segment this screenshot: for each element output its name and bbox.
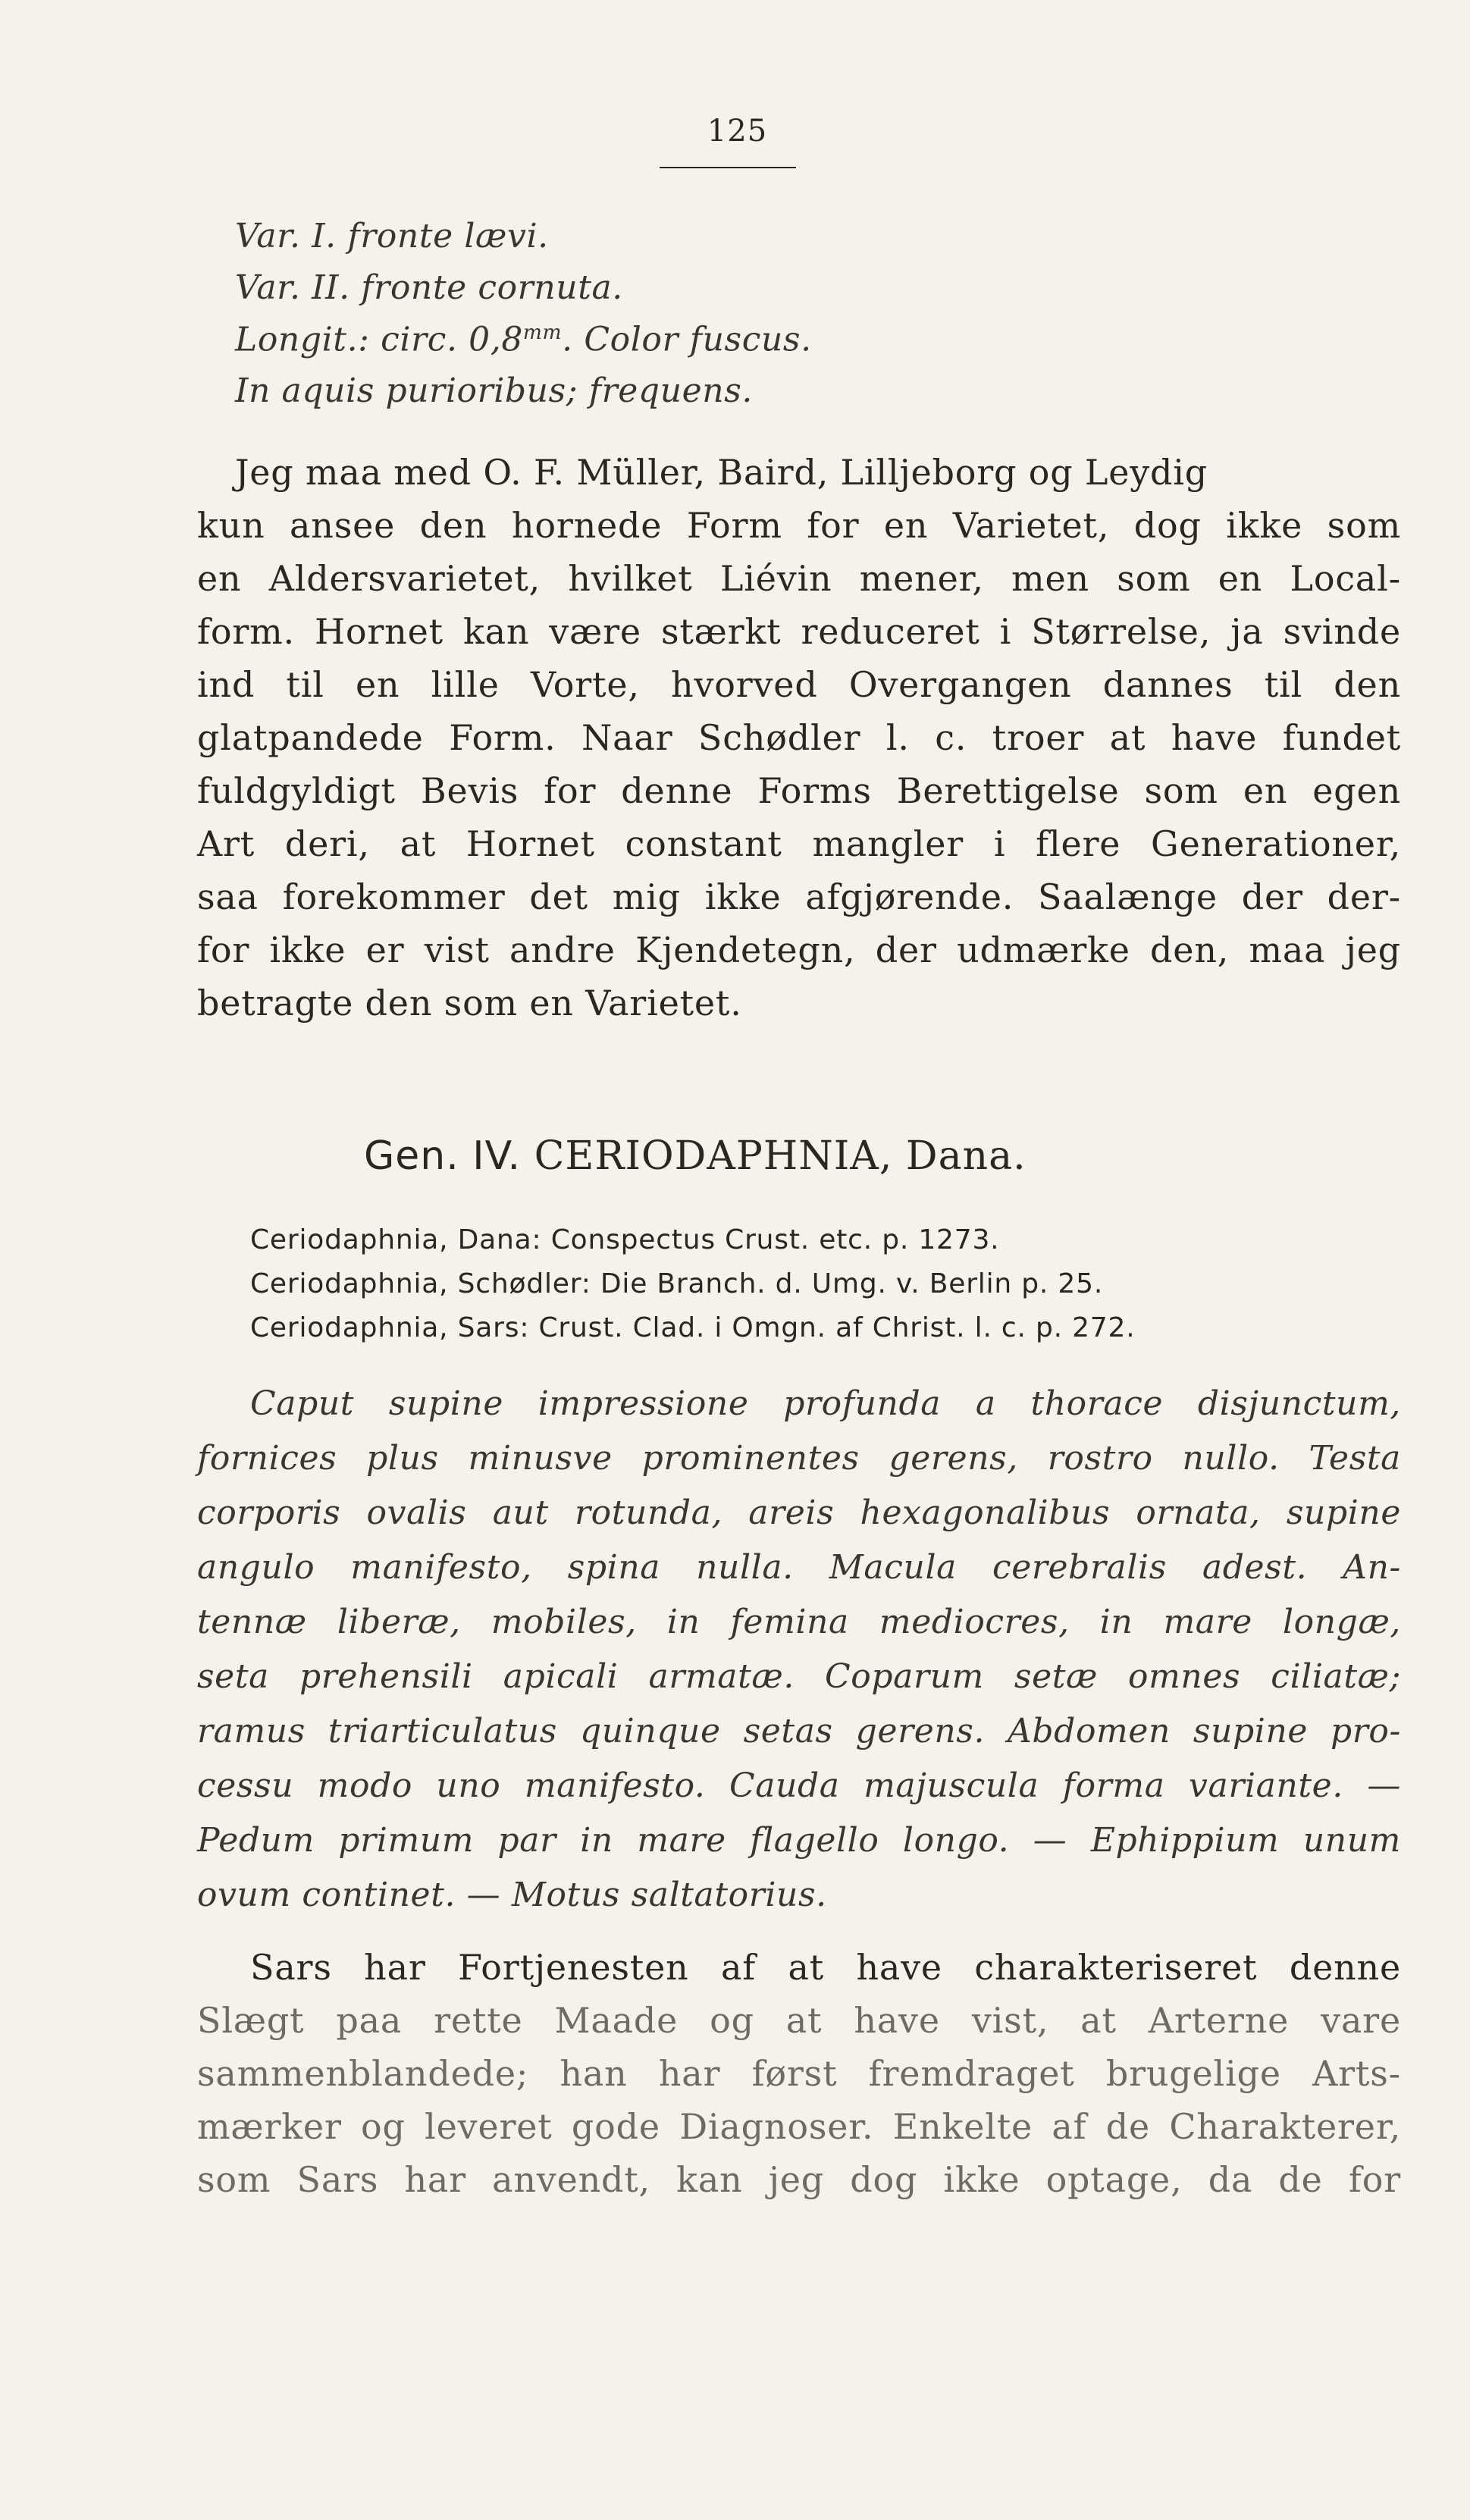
color-text: fuscus. xyxy=(689,320,812,359)
paragraph1-line-11: betragte den som en Varietet. xyxy=(197,983,742,1023)
longitude-text: circ. 0,8 xyxy=(381,320,523,359)
synonym-line-2: Ceriodaphnia, Schødler: Die Branch. d. Umg. v. Berlin p. 25. xyxy=(250,1268,1104,1299)
diagnosis-line-8: cessu modo uno manifesto. Cauda majuscula forma variante. — xyxy=(197,1766,1401,1805)
paragraph2-line-2: Slægt paa rette Maade og at have vist, at Arterne vare xyxy=(197,2000,1401,2041)
paragraph2-line-1: Sars har Fortjenesten af at have charakteriseret denne xyxy=(250,1947,1401,1988)
paragraph1-line-2: kun ansee den hornede Form for en Varietet, dog ikke som xyxy=(197,505,1401,546)
longitude-unit: mm xyxy=(522,321,563,344)
page-number-rule xyxy=(660,167,796,168)
diagnosis-line-6: seta prehensili apicali armatæ. Coparum setæ omnes ciliatæ; xyxy=(197,1657,1401,1696)
paragraph2-line-4: mærker og leveret gode Diagnoser. Enkelte af de Charakterer, xyxy=(197,2106,1401,2147)
variant-1-line xyxy=(235,217,549,255)
paragraph1-line-8: Art deri, at Hornet constant mangler i flere Generationer, xyxy=(197,823,1401,864)
paragraph2-line-3: sammenblandede; han har først fremdraget brugelige Arts- xyxy=(197,2053,1401,2094)
diagnosis-line-2: fornices plus minusve prominentes gerens, rostro nullo. Testa xyxy=(197,1439,1401,1478)
synonym-line-3: Ceriodaphnia, Sars: Crust. Clad. i Omgn. af Christ. l. c. p. 272. xyxy=(250,1312,1136,1343)
variant-2-label: Var. II. xyxy=(235,268,350,307)
variant-2-line xyxy=(235,268,623,307)
paragraph1-line-3: en Aldersvarietet, hvilket Liévin mener, men som en Local- xyxy=(197,558,1401,599)
paragraph2-line-5: som Sars har anvendt, kan jeg dog ikke optage, da de for xyxy=(197,2159,1401,2200)
variant-2-text: fronte cornuta. xyxy=(361,268,623,307)
paragraph1-line-6: glatpandede Form. Naar Schødler l. c. troer at have fundet xyxy=(197,717,1401,758)
genus-number: Gen. IV. xyxy=(364,1133,522,1179)
variant-1-label: Var. I. xyxy=(235,217,337,255)
genus-heading xyxy=(364,1133,1026,1179)
genus-name: CERIODAPHNIA, Dana. xyxy=(534,1133,1026,1179)
longitude-label: Longit.: xyxy=(235,320,370,359)
diagnosis-line-1: Caput supine impressione profunda a thorace disjunctum, xyxy=(250,1384,1401,1423)
paragraph1-line-9: saa forekommer det mig ikke afgjørende. Saalænge der der- xyxy=(197,876,1401,917)
diagnosis-line-9: Pedum primum par in mare flagello longo. — Ephippium unum xyxy=(197,1821,1401,1860)
paragraph1-line-10: for ikke er vist andre Kjendetegn, der udmærke den, maa jeg xyxy=(197,929,1401,970)
diagnosis-line-3: corporis ovalis aut rotunda, areis hexagonalibus ornata, supine xyxy=(197,1494,1401,1532)
paragraph1-line-5: ind til en lille Vorte, hvorved Overgangen dannes til den xyxy=(197,664,1401,705)
diagnosis-line-4: angulo manifesto, spina nulla. Macula cerebralis adest. An- xyxy=(197,1548,1401,1587)
longitude-line xyxy=(235,320,812,359)
paragraph1-line-1: Jeg maa med O. F. Müller, Baird, Lilljeborg og Leydig xyxy=(235,452,1208,493)
diagnosis-line-7: ramus triarticulatus quinque setas gerens. Abdomen supine pro- xyxy=(197,1712,1401,1751)
synonym-line-1: Ceriodaphnia, Dana: Conspectus Crust. etc. p. 1273. xyxy=(250,1224,1000,1255)
paragraph1-line-7: fuldgyldigt Bevis for denne Forms Berettigelse som en egen xyxy=(197,770,1401,811)
diagnosis-line-5: tennæ liberæ, mobiles, in femina mediocres, in mare longæ, xyxy=(197,1603,1401,1641)
diagnosis-line-10: ovum continet. — Motus saltatorius. xyxy=(197,1876,827,1914)
habitat-line: In aquis purioribus; frequens. xyxy=(235,371,753,410)
paragraph1-line-4: form. Hornet kan være stærkt reduceret i Størrelse, ja svinde xyxy=(197,611,1401,652)
variant-1-text: fronte lævi. xyxy=(347,217,549,255)
page-number: 125 xyxy=(707,114,768,149)
color-label: . Color xyxy=(562,320,679,359)
